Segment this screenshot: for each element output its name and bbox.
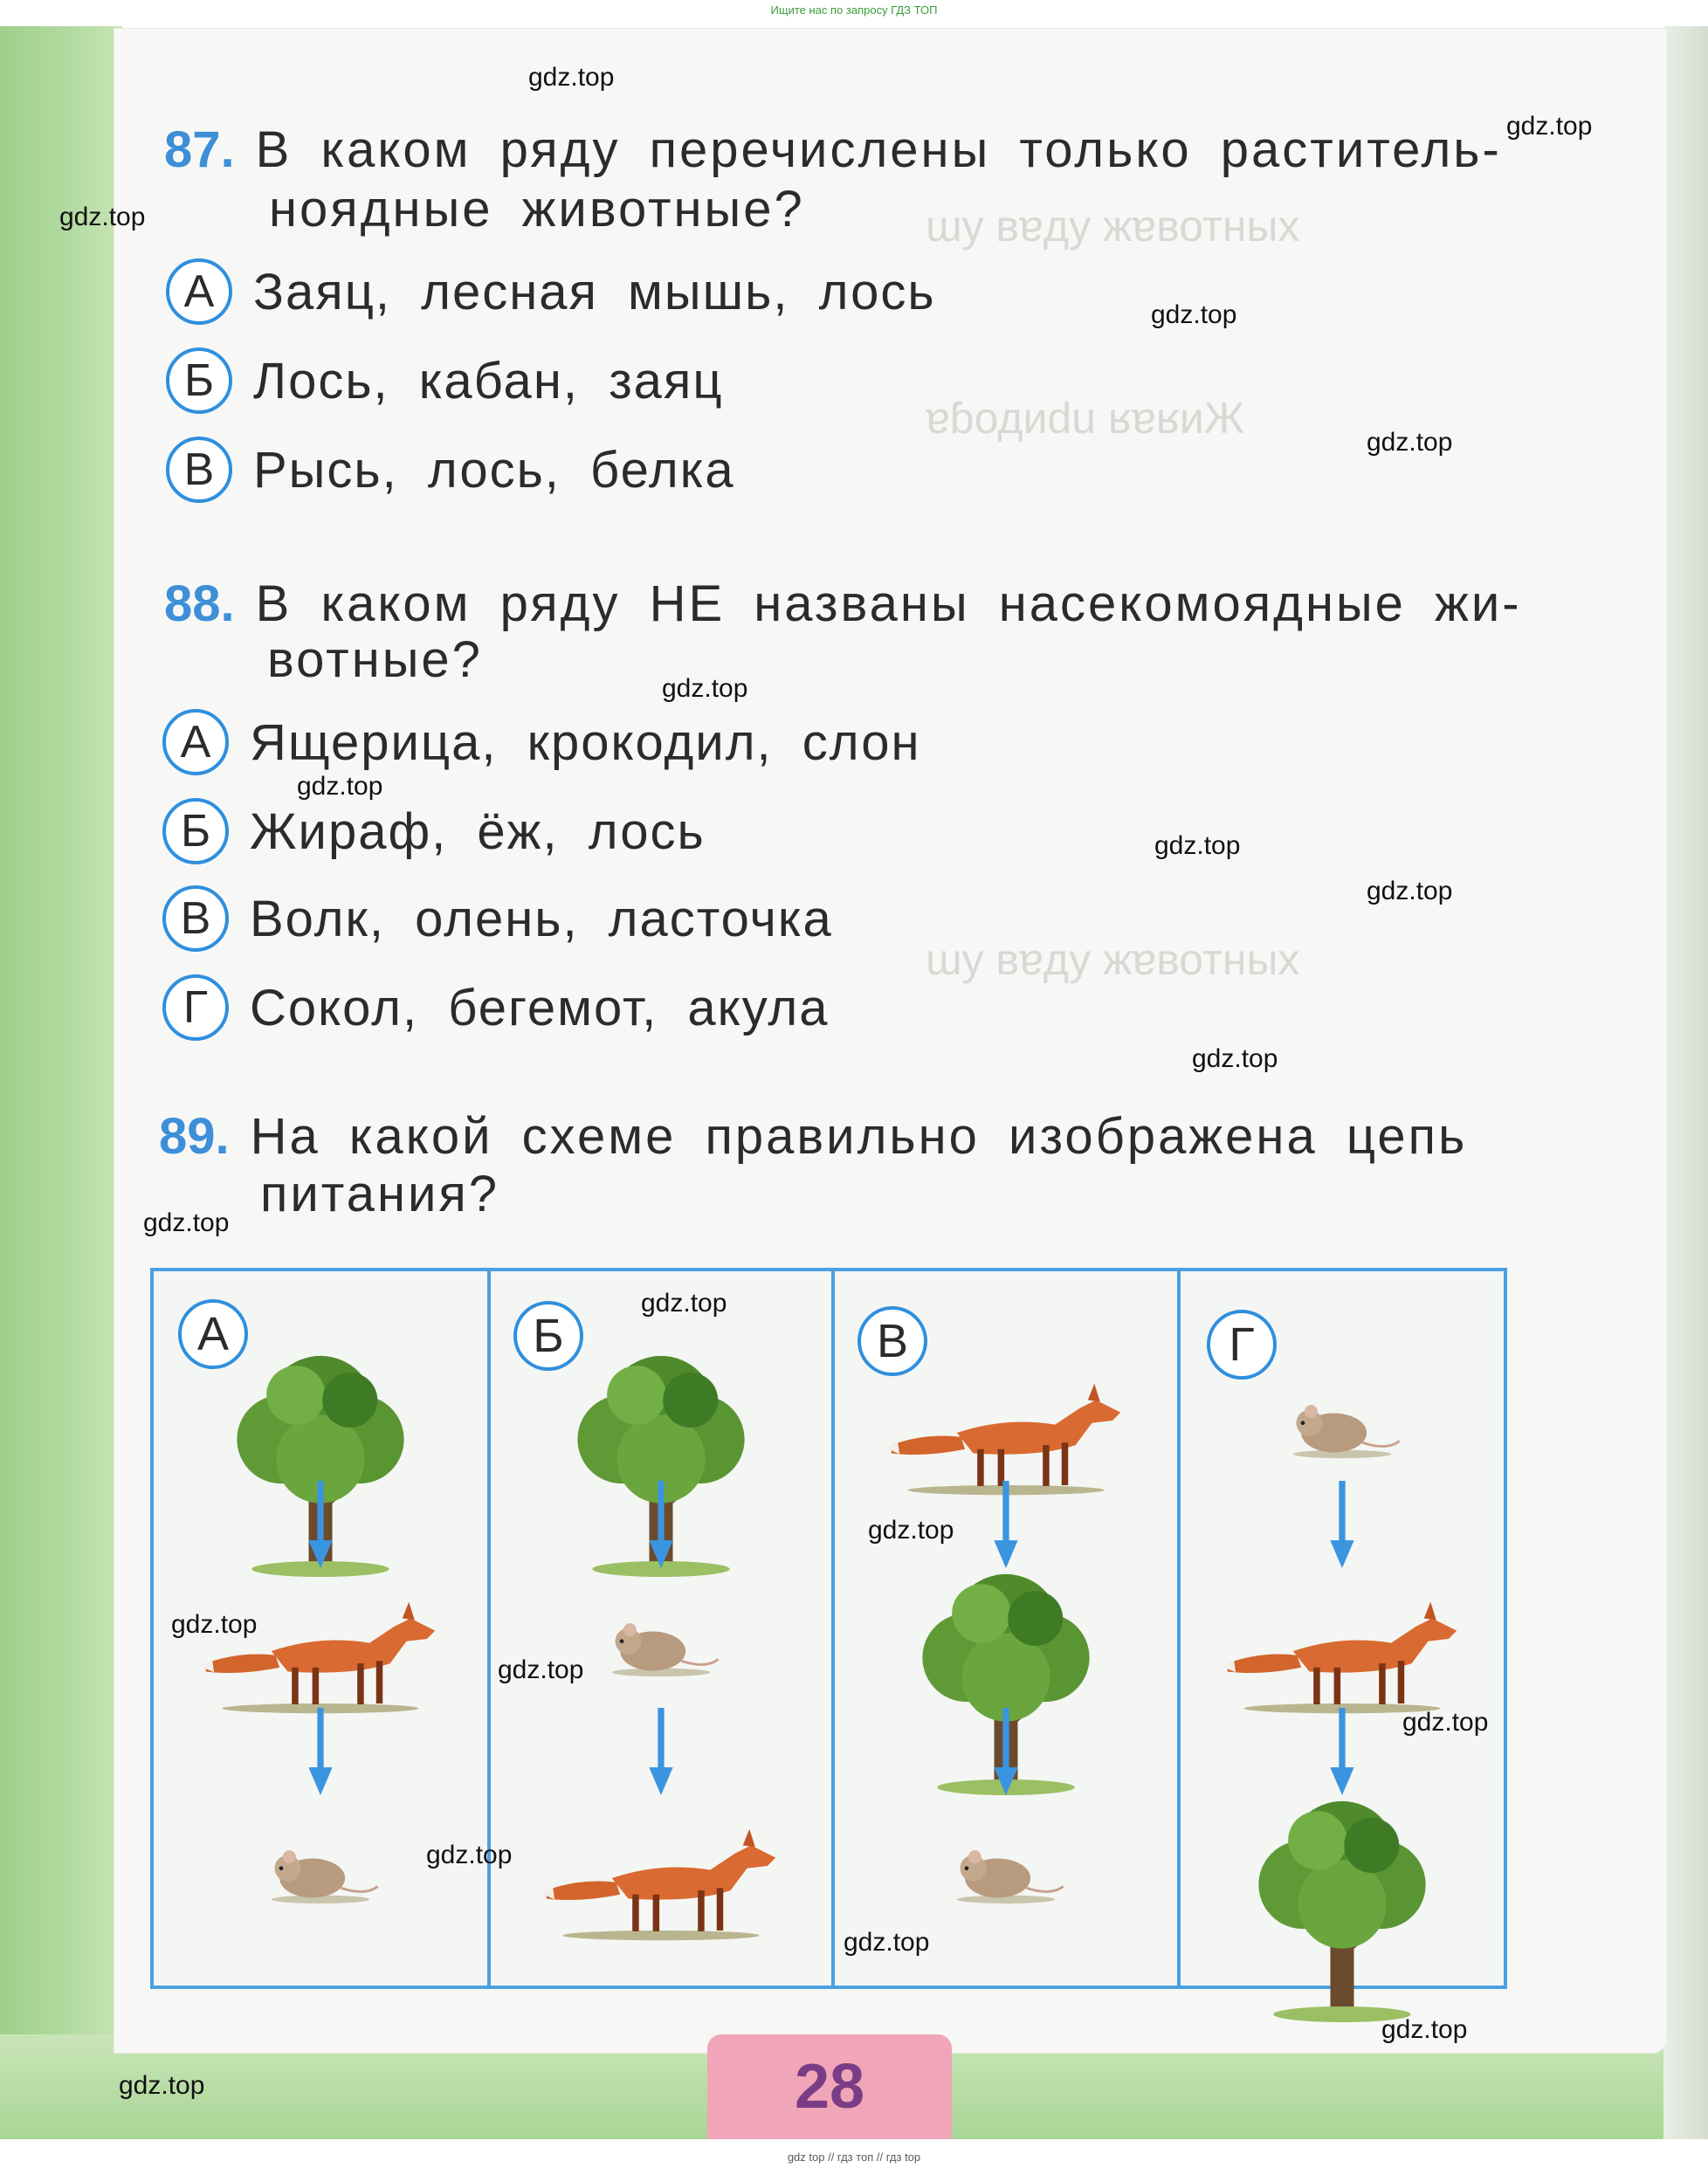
watermark: gdz.top xyxy=(297,772,383,801)
watermark: gdz.top xyxy=(119,2071,205,2100)
option-text: Рысь, лось, белка xyxy=(253,441,735,499)
mouse-icon xyxy=(1277,1394,1408,1459)
left-green-margin xyxy=(0,26,122,2139)
question-text-line1: В каком ряду перечислены только раститель- xyxy=(255,121,1502,178)
watermark: gdz.top xyxy=(1367,877,1453,905)
watermark: gdz.top xyxy=(1367,428,1453,457)
answer-option-87b[interactable] xyxy=(166,348,724,414)
question-87-line2 xyxy=(269,182,1631,237)
down-arrow-icon xyxy=(993,1708,1019,1795)
watermark: gdz.top xyxy=(59,203,146,231)
watermark: gdz.top xyxy=(1154,831,1241,860)
question-number: 87. xyxy=(164,121,235,178)
scheme-a-label[interactable]: А xyxy=(178,1299,248,1369)
tree-icon xyxy=(1242,1786,1443,2022)
down-arrow-icon xyxy=(993,1481,1019,1568)
question-text-line2: питания? xyxy=(260,1166,500,1222)
down-arrow-icon xyxy=(1329,1708,1355,1795)
question-88 xyxy=(164,576,1526,632)
watermark: gdz.top xyxy=(1402,1708,1489,1737)
watermark: gdz.top xyxy=(426,1841,513,1869)
fox-icon xyxy=(875,1367,1137,1498)
column-divider xyxy=(487,1271,491,1986)
answer-option-88a[interactable] xyxy=(162,709,921,775)
bottom-banner: gdz top // гдз топ // гдз top xyxy=(787,2151,921,2164)
down-arrow-icon xyxy=(307,1708,334,1795)
watermark: gdz.top xyxy=(868,1516,954,1545)
answer-option-87a[interactable] xyxy=(166,258,936,325)
top-banner: Ищите нас по запросу ГДЗ ТОП xyxy=(770,3,938,17)
answer-option-88c[interactable] xyxy=(162,885,833,952)
watermark: gdz.top xyxy=(641,1289,727,1318)
option-text: Ящерица, крокодил, слон xyxy=(250,713,921,771)
fox-icon xyxy=(189,1586,451,1717)
page-number: 28 xyxy=(794,2052,865,2122)
option-letter-circle: Г xyxy=(162,974,229,1041)
question-89-line2 xyxy=(260,1167,1622,1222)
watermark: gdz.top xyxy=(171,1610,258,1639)
question-text-line1: На какой схеме правильно изображена цепь xyxy=(250,1108,1468,1165)
watermark: gdz.top xyxy=(498,1655,584,1684)
watermark: gdz.top xyxy=(143,1208,230,1237)
watermark: gdz.top xyxy=(1506,112,1593,141)
fox-icon xyxy=(530,1813,792,1944)
fox-icon xyxy=(1211,1586,1473,1717)
question-number: 88. xyxy=(164,575,235,632)
down-arrow-icon xyxy=(648,1708,674,1795)
watermark: gdz.top xyxy=(528,63,615,92)
answer-option-88b[interactable] xyxy=(162,798,706,864)
down-arrow-icon xyxy=(307,1481,334,1568)
option-text: Лось, кабан, заяц xyxy=(253,352,724,410)
answer-option-87c[interactable] xyxy=(166,437,735,503)
food-chain-schemes xyxy=(150,1268,1507,1989)
option-letter-circle: А xyxy=(162,709,229,775)
option-text: Жираф, ёж, лось xyxy=(250,802,706,860)
option-letter-circle: В xyxy=(166,437,232,503)
watermark: gdz.top xyxy=(1381,2015,1468,2044)
option-text: Сокол, бегемот, акула xyxy=(250,979,830,1036)
watermark: gdz.top xyxy=(1192,1044,1278,1073)
option-letter-circle: Б xyxy=(166,348,232,414)
question-number: 89. xyxy=(159,1108,230,1165)
option-letter-circle: А xyxy=(166,258,232,325)
question-text-line2: вотные? xyxy=(267,631,483,688)
question-88-line2 xyxy=(267,632,1629,688)
down-arrow-icon xyxy=(648,1481,674,1568)
down-arrow-icon xyxy=(1329,1481,1355,1568)
show-through-text: ɯу вɐду жɐвотных xyxy=(926,935,1300,984)
mouse-icon xyxy=(940,1839,1071,1904)
mouse-icon xyxy=(255,1839,386,1904)
answer-option-88d[interactable] xyxy=(162,974,830,1041)
option-letter-circle: Б xyxy=(162,798,229,864)
column-divider xyxy=(831,1271,835,1986)
question-text-line2: ноядные животные? xyxy=(269,181,805,237)
question-text-line1: В каком ряду НЕ названы насекомоядные жи- xyxy=(255,575,1522,632)
page-number-tab xyxy=(707,2034,952,2139)
watermark: gdz.top xyxy=(662,674,748,703)
right-page-edge xyxy=(1663,26,1708,2139)
scheme-v-label[interactable]: В xyxy=(857,1306,927,1376)
scheme-b-label[interactable]: Б xyxy=(513,1301,583,1371)
option-letter-circle: В xyxy=(162,885,229,952)
option-text: Волк, олень, ласточка xyxy=(250,890,833,947)
question-89 xyxy=(159,1109,1521,1165)
watermark: gdz.top xyxy=(1151,300,1237,329)
scheme-g-label[interactable]: Г xyxy=(1207,1310,1277,1380)
mouse-icon xyxy=(596,1612,727,1677)
watermark: gdz.top xyxy=(844,1928,930,1957)
column-divider xyxy=(1177,1271,1181,1986)
show-through-text: ɐɓодиdu ʁɐʁиЖ xyxy=(926,394,1244,443)
question-87 xyxy=(164,122,1526,178)
option-text: Заяц, лесная мышь, лось xyxy=(253,263,936,320)
show-through-text: ɯу вɐду жɐвотных xyxy=(926,202,1300,251)
